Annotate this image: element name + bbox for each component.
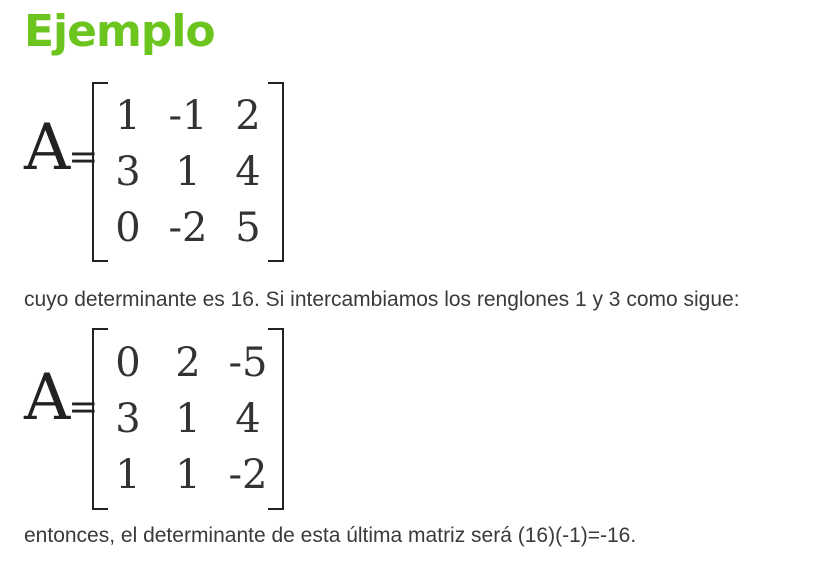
- sentence-2: entonces, el determinante de esta última matriz será (16)(-1)=-16.: [24, 524, 637, 547]
- matrix-2-cell: 0: [115, 340, 141, 386]
- matrix-1-label: [24, 111, 99, 185]
- matrix-2-row: [98, 335, 278, 391]
- matrix-2-label: [24, 361, 99, 435]
- matrix-1-row: [98, 200, 278, 256]
- matrix-1-row: [98, 144, 278, 200]
- matrix-1-equals: =: [68, 137, 99, 178]
- matrix-2-row: [98, 391, 278, 447]
- matrix-2: [92, 328, 284, 510]
- matrix-2-equals: =: [68, 387, 99, 428]
- matrix-1-cell: 1: [115, 93, 141, 139]
- matrix-2-cell: -2: [228, 452, 268, 498]
- matrix-1-cell: -2: [168, 205, 208, 251]
- matrix-2-cell: 1: [175, 396, 201, 442]
- matrix-2-name: A: [24, 361, 71, 435]
- matrix-2-cell: 1: [175, 452, 201, 498]
- page-title: Ejemplo: [24, 6, 215, 57]
- matrix-1-cell: 1: [175, 149, 201, 195]
- matrix-1-cell: 5: [235, 205, 261, 251]
- matrix-2-cell: 4: [235, 396, 261, 442]
- matrix-2-cell: 2: [175, 340, 201, 386]
- matrix-2-cell: 3: [115, 396, 141, 442]
- matrix-1-cell: 2: [235, 93, 261, 139]
- matrix-1-row: [98, 88, 278, 144]
- sentence-1: cuyo determinante es 16. Si intercambiamos los renglones 1 y 3 como sigue:: [24, 288, 740, 311]
- matrix-2-cell: 1: [115, 452, 141, 498]
- matrix-1-cell: 4: [235, 149, 261, 195]
- matrix-1-cell: -1: [168, 93, 208, 139]
- matrix-1-name: A: [24, 111, 71, 185]
- matrix-1-cell: 0: [115, 205, 141, 251]
- matrix-1-cell: 3: [115, 149, 141, 195]
- matrix-2-cell: -5: [228, 340, 268, 386]
- matrix-1: [92, 82, 284, 262]
- matrix-2-row: [98, 447, 278, 503]
